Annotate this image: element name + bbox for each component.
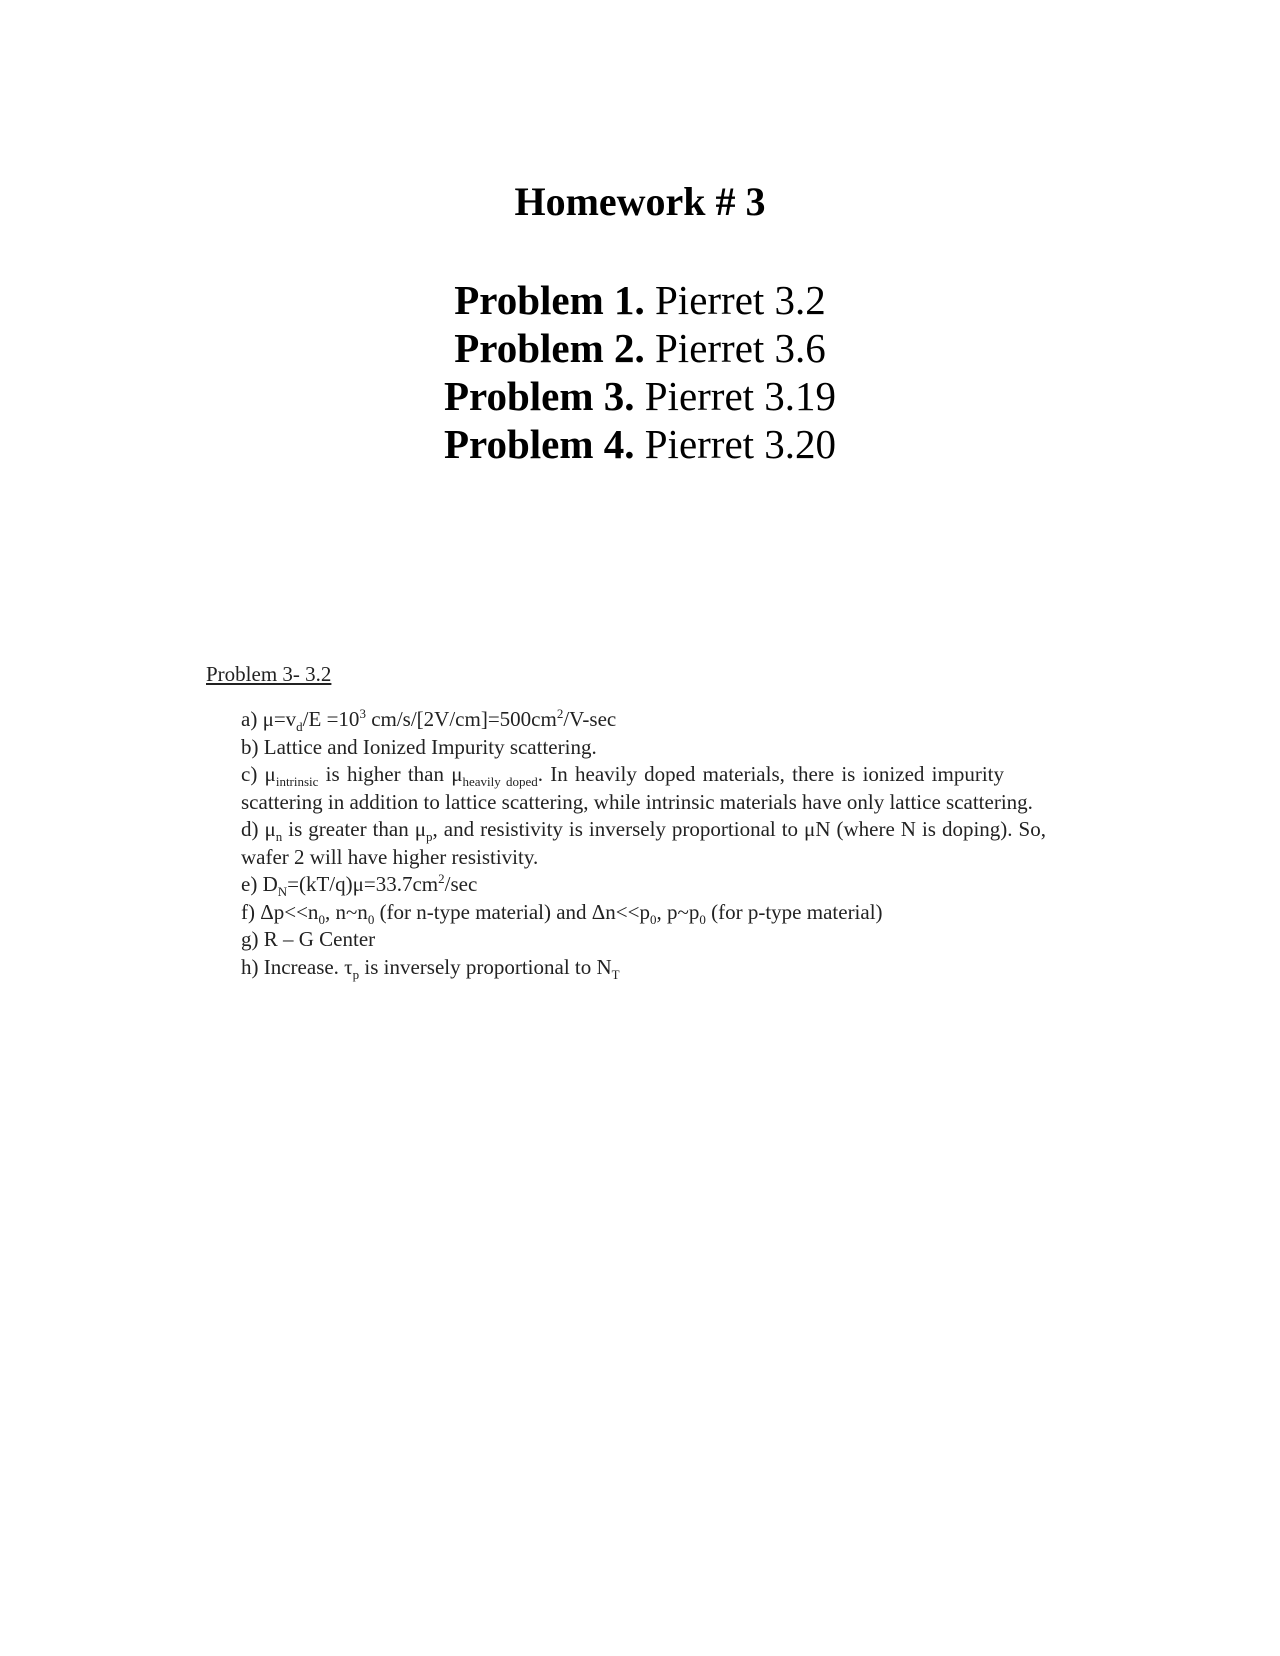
answer-e: e) $D_N=(kT/q)\mu=33.7cm^2/\sec$ — [241, 871, 478, 900]
problem-line-2 — [0, 324, 1280, 372]
answer-a: a) $\mu=v_d/E =10^3$ $cm/s/[2V/cm]=500cm^2/V-\sec$ — [241, 706, 617, 735]
problem-line-1 — [0, 276, 1280, 324]
answer-c: c) $\mu_{intrinsic}$ is higher than $\mu_{heavily doped}$. In heavily doped materials, there is ionized impurityscattering in addition to lattice scattering, while intrinsic materials have only lattice scattering. — [241, 762, 1033, 814]
answer-b: b) Lattice and Ionized Impurity scattering. — [241, 734, 597, 759]
solution-section — [206, 660, 1046, 981]
solution-heading: Problem 3- 3.2 — [206, 662, 332, 686]
problem-list — [0, 276, 1280, 468]
answer-f: f) $\Delta p<<n_0$, $n\sim n_0$ (for n-type material) and $\Delta n<<p_0$, $p\sim p_0$ (for p-type material) — [241, 899, 883, 927]
answer-d: d) $\mu_n$ is greater than $\mu_p$, and resistivity is inversely proportional to μN (where N is doping). So, wafer 2 will have higher resistivity. — [241, 817, 1046, 869]
problem-reference: Pierret 3.2 — [655, 277, 826, 323]
answer-h: h) Increase. $\tau_p$ is inversely proportional to $N_T$ — [241, 954, 620, 982]
problem-label: Problem 2. — [454, 325, 645, 371]
problem-reference: Pierret 3.20 — [644, 421, 837, 467]
answer-list — [206, 706, 1046, 981]
problem-line-4 — [0, 420, 1280, 468]
problem-label: Problem 1. — [454, 277, 645, 323]
problem-label: Problem 3. — [443, 373, 635, 419]
answer-g: g) R – G Center — [241, 927, 376, 951]
problem-line-3 — [0, 372, 1280, 420]
problem-reference: Pierret 3.19 — [644, 373, 837, 419]
page-title: Homework # 3 — [514, 179, 766, 224]
problem-label: Problem 4. — [443, 421, 635, 467]
problem-reference: Pierret 3.6 — [655, 325, 826, 371]
